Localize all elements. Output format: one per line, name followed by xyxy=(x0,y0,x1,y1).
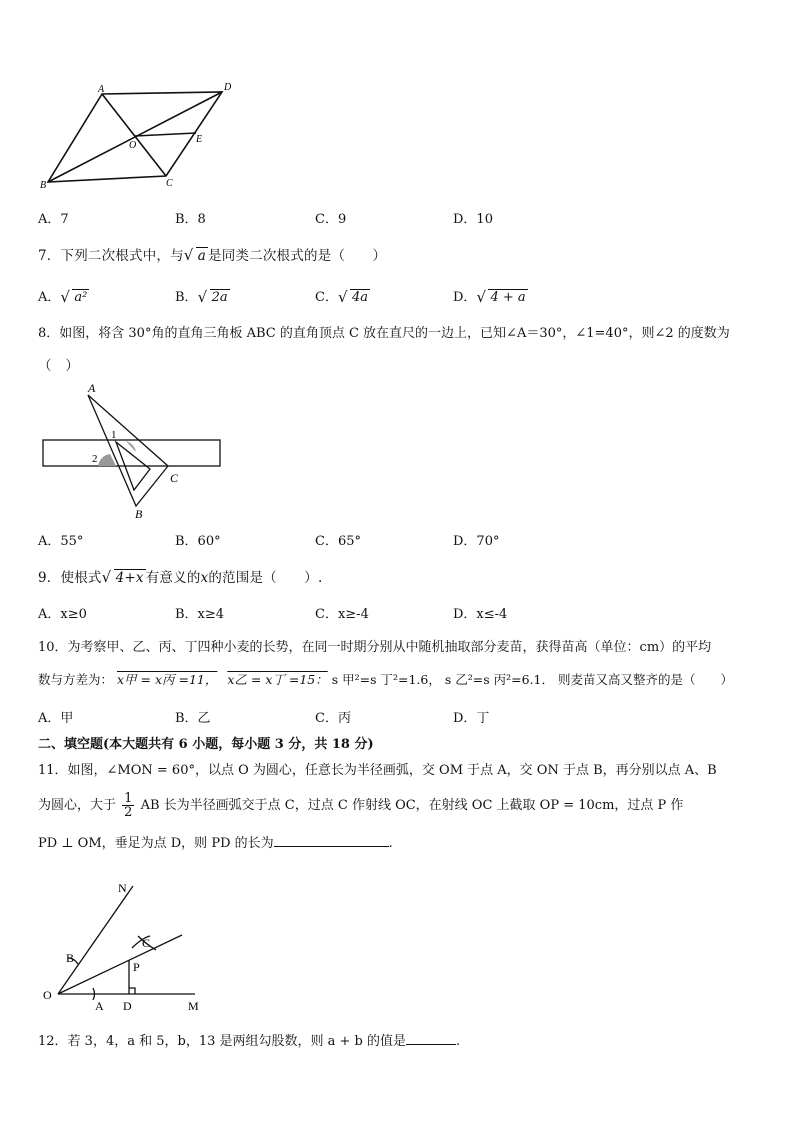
q7-text-after: 是同类二次根式的是（ ） xyxy=(208,248,387,264)
q9-radical: √ 4+x xyxy=(101,568,144,586)
fig8-label-C: C xyxy=(170,471,179,485)
fig11-label-P: P xyxy=(133,960,140,974)
fig11-label-O: O xyxy=(43,988,52,1002)
fig6-label-D: D xyxy=(224,82,232,93)
fig6-label-A: A xyxy=(98,84,105,95)
fig8-label-1: 1 xyxy=(111,429,117,441)
q8-option-c: C．65° xyxy=(315,534,361,549)
q6-option-a: A．7 xyxy=(38,212,69,227)
q7-radical: √ a xyxy=(183,246,207,264)
fig11-label-B: B xyxy=(66,951,75,965)
q6-option-b: B．8 xyxy=(175,212,206,227)
question-11-line2: 为圆心，大于 $\frac{1}{2}$ AB 长为半径画弧交于点 C，过点 C 作射线 OC，在射线 OC 上截取 OP = 10cm，过点 P 作 xyxy=(38,791,684,820)
q8-option-b: B．60° xyxy=(175,534,221,549)
fig6-label-B: B xyxy=(40,180,47,191)
q9-option-b: B．x≥4 xyxy=(175,607,225,622)
q6-option-d: D．10 xyxy=(453,212,493,227)
question-8-line1: 8．如图，将含 30°角的直角三角板 ABC 的直角顶点 C 放在直尺的一边上，已知∠A＝30°，∠1=40°，则∠2 的度数为 xyxy=(38,326,730,341)
question-9: 9．使根式 √ 4+x 有意义的x的范围是（ ）. xyxy=(38,568,323,586)
q7-option-d: D． √ 4 + a xyxy=(453,288,526,306)
question-10-line1: 10．为考察甲、乙、丙、丁四种小麦的长势，在同一时期分别从中随机抽取部分麦苗，获得苗高（单位：cm）的平均 xyxy=(38,640,712,655)
q9-option-d: D．x≤-4 xyxy=(453,607,508,622)
q10-option-b: B．乙 xyxy=(175,711,211,726)
fig6-label-O: O xyxy=(129,140,137,151)
fig11-label-D: D xyxy=(123,999,132,1013)
question-11-line1: 11．如图，∠MON = 60°，以点 O 为圆心，任意长为半径画弧，交 OM 于点 A，交 ON 于点 B，再分别以点 A、B xyxy=(38,763,717,778)
question-11-line3: PD ⊥ OM，垂足为点 D，则 PD 的长为 . xyxy=(38,836,393,851)
q6-option-c: C．9 xyxy=(315,212,347,227)
ruler-triangle-figure xyxy=(38,380,238,520)
q9-option-c: C．x≥-4 xyxy=(315,607,369,622)
q11-answer-blank[interactable] xyxy=(274,834,389,847)
q12-answer-blank[interactable] xyxy=(406,1032,456,1045)
q10-option-a: A．甲 xyxy=(38,711,74,726)
fig11-label-N: N xyxy=(118,881,127,895)
question-10-line2: 数与方差为： x甲 = x丙 =11， x乙 = x丁 =15： s 甲²=s 丁²=1.6， s 乙²=s 丙²=6.1． 则麦苗又高又整齐的是（ ） xyxy=(38,672,733,687)
q10-option-d: D．丁 xyxy=(453,711,490,726)
q7-option-c: C． √ 4a xyxy=(315,288,368,306)
q7-text-before: 7．下列二次根式中，与 xyxy=(38,248,184,264)
fig11-label-A: A xyxy=(95,999,104,1013)
fig8-label-B: B xyxy=(135,507,143,520)
fig11-label-C: C xyxy=(142,936,151,950)
fig6-label-E: E xyxy=(196,134,203,145)
q9-option-a: A．x≥0 xyxy=(38,607,87,622)
section-2-heading: 二、填空题(本大题共有 6 小题，每小题 3 分，共 18 分) xyxy=(38,737,374,752)
fig6-label-C: C xyxy=(166,178,173,189)
fig11-label-M: M xyxy=(188,999,199,1013)
question-7 xyxy=(38,244,386,264)
angle-bisector-figure xyxy=(38,878,218,1016)
q7-option-b: B． √ 2a xyxy=(175,288,228,306)
q10-option-c: C．丙 xyxy=(315,711,351,726)
q7-option-a: A． √ a² xyxy=(38,288,88,306)
question-12: 12．若 3，4，a 和 5，b，13 是两组勾股数，则 a + b 的值是 . xyxy=(38,1034,461,1049)
q8-option-d: D．70° xyxy=(453,534,500,549)
question-8-line2: （ ） xyxy=(38,358,80,374)
q8-option-a: A．55° xyxy=(38,534,84,549)
fig8-label-2: 2 xyxy=(92,453,98,465)
fig8-label-A: A xyxy=(88,381,96,395)
parallelogram-figure xyxy=(38,78,248,193)
